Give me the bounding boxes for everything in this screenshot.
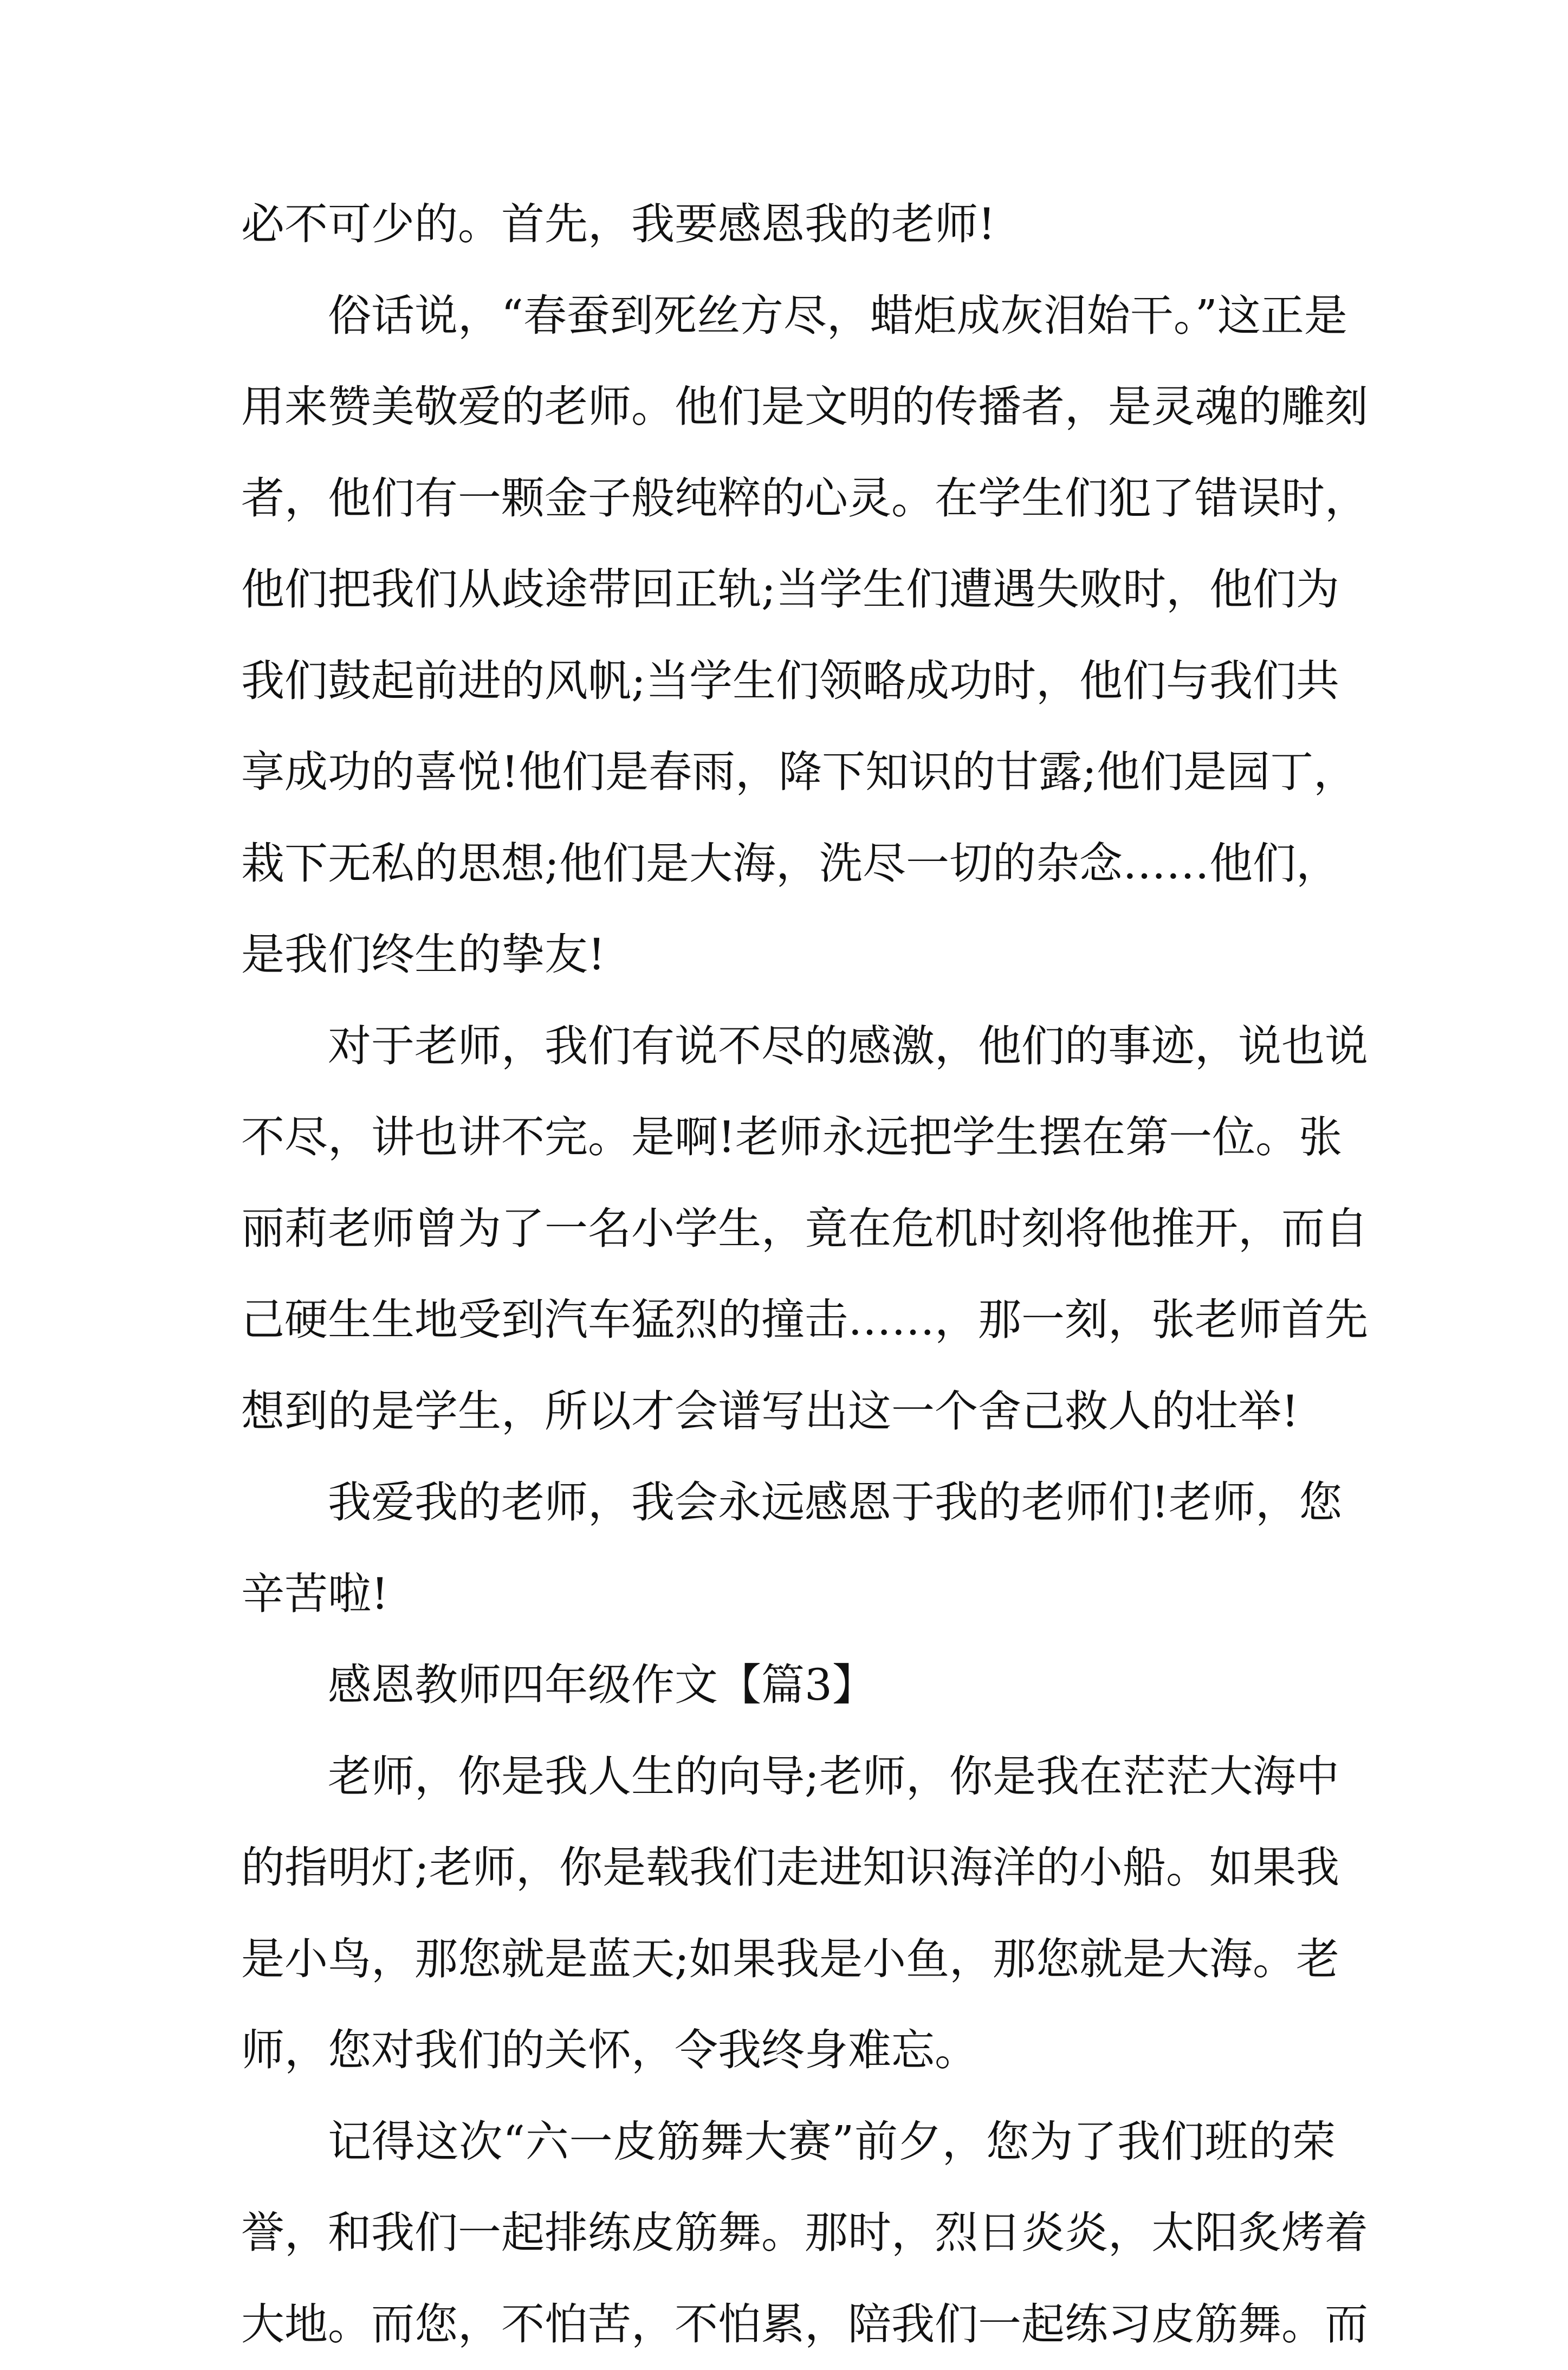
text-line: 誉，和我们一起排练皮筋舞。那时，烈日炎炎，太阳炙烤着 xyxy=(241,2187,1336,2279)
text-line: 是我们终生的挚友! xyxy=(241,909,1336,1001)
text-line: 想到的是学生，所以才会谱写出这一个舍己救人的壮举! xyxy=(241,1366,1336,1458)
paragraph xyxy=(241,270,1336,1001)
section-heading xyxy=(241,1640,1336,1731)
text-line: 者，他们有一颗金子般纯粹的心灵。在学生们犯了错误时， xyxy=(241,453,1336,545)
text-line: 老师，你是我人生的向导;老师，你是我在茫茫大海中 xyxy=(241,1731,1336,1823)
text-line: 享成功的喜悦!他们是春雨，降下知识的甘露;他们是园丁， xyxy=(241,727,1336,818)
paragraph xyxy=(241,1457,1336,1640)
text-line: 我们鼓起前进的风帆;当学生们领略成功时，他们与我们共 xyxy=(241,636,1336,727)
text-line: 的指明灯;老师，你是载我们走进知识海洋的小船。如果我 xyxy=(241,1822,1336,1914)
paragraph xyxy=(241,1731,1336,2096)
document-body xyxy=(241,179,1336,2370)
text-line: 我爱我的老师，我会永远感恩于我的老师们!老师，您 xyxy=(241,1457,1336,1549)
text-line: 必不可少的。首先，我要感恩我的老师! xyxy=(241,179,1336,270)
paragraph xyxy=(241,179,1336,270)
text-line: 他们把我们从歧途带回正轨;当学生们遭遇失败时，他们为 xyxy=(241,544,1336,636)
text-line: 师，您对我们的关怀，令我终身难忘。 xyxy=(241,2005,1336,2096)
text-line: 是小鸟，那您就是蓝天;如果我是小鱼，那您就是大海。老 xyxy=(241,1914,1336,2005)
text-line: 己硬生生地受到汽车猛烈的撞击……，那一刻，张老师首先 xyxy=(241,1274,1336,1366)
text-line: 俗话说，“春蚕到死丝方尽，蜡炬成灰泪始干。”这正是 xyxy=(241,270,1336,362)
text-line: 大地。而您，不怕苦，不怕累，陪我们一起练习皮筋舞。而 xyxy=(241,2279,1336,2370)
text-line: 辛苦啦! xyxy=(241,1549,1336,1640)
text-line: 丽莉老师曾为了一名小学生，竟在危机时刻将他推开，而自 xyxy=(241,1183,1336,1275)
text-line: 对于老师，我们有说不尽的感激，他们的事迹，说也说 xyxy=(241,1001,1336,1092)
text-line: 用来赞美敬爱的老师。他们是文明的传播者，是灵魂的雕刻 xyxy=(241,361,1336,453)
text-line: 记得这次“六一皮筋舞大赛”前夕，您为了我们班的荣 xyxy=(241,2096,1336,2188)
paragraph xyxy=(241,2096,1336,2370)
text-line: 不尽，讲也讲不完。是啊!老师永远把学生摆在第一位。张 xyxy=(241,1092,1336,1183)
paragraph xyxy=(241,1001,1336,1458)
text-line: 栽下无私的思想;他们是大海，洗尽一切的杂念……他们， xyxy=(241,818,1336,910)
section-heading-text: 感恩教师四年级作文【篇3】 xyxy=(241,1640,1336,1731)
